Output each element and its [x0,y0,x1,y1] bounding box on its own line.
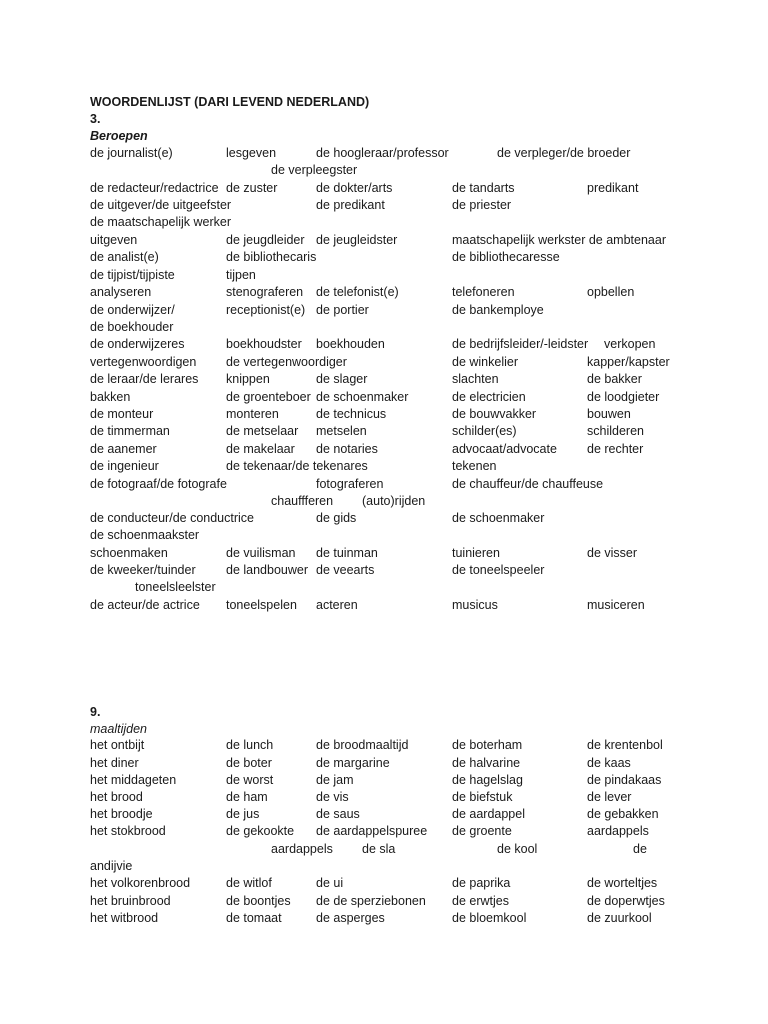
word-entry: het diner [90,756,139,770]
word-entry: het broodje [90,807,153,821]
word-entry: verkopen [604,337,656,351]
word-entry: de schoenmaker [316,390,409,404]
word-entry: de [633,842,647,856]
word-entry: de vertegenwoordiger [226,355,347,369]
word-entry: de kaas [587,756,631,770]
word-entry: lesgeven [226,146,277,160]
word-entry: de gekookte [226,824,295,838]
word-entry: de de sperziebonen [316,894,426,908]
word-entry: de pindakaas [587,773,662,787]
word-entry: het ontbijt [90,738,145,752]
word-entry: de schoenmaker [452,511,545,525]
word-entry: de analist(e) [90,250,159,264]
word-entry: de jus [226,807,260,821]
word-entry: de jam [316,773,354,787]
word-entry: de verpleegster [271,163,358,177]
word-entry: schilder(es) [452,424,517,438]
word-entry: de acteur/de actrice [90,598,200,612]
word-entry: de onderwijzeres [90,337,185,351]
word-entry: kapper/kapster [587,355,670,369]
word-entry: vertegenwoordigen [90,355,197,369]
word-entry: de jeugdleider [226,233,305,247]
word-entry: de krentenbol [587,738,663,752]
word-entry: de boter [226,756,272,770]
word-entry: metselen [316,424,367,438]
word-entry: de winkelier [452,355,519,369]
word-entry: de gids [316,511,357,525]
word-entry: de doperwtjes [587,894,665,908]
word-entry: het stokbrood [90,824,166,838]
word-entry: de groente [452,824,512,838]
word-entry: de priester [452,198,512,212]
word-entry: de lever [587,790,632,804]
word-entry: de zuurkool [587,911,652,925]
word-entry: receptionist(e) [226,303,306,317]
word-entry: de bakker [587,372,642,386]
word-entry: de maatschapelijk werker [90,215,232,229]
word-entry: de verpleger/de broeder [497,146,631,160]
word-entry: de halvarine [452,756,521,770]
word-entry: de margarine [316,756,390,770]
word-entry: advocaat/advocate [452,442,557,456]
word-entry: de redacteur/redactrice [90,181,219,195]
word-entry: de worst [226,773,274,787]
word-entry: knippen [226,372,270,386]
word-entry: de groenteboer [226,390,311,404]
word-entry: de bibliothecaris [226,250,317,264]
word-entry: het volkorenbrood [90,876,191,890]
word-entry: toneelsleelster [135,580,216,594]
word-entry: bakken [90,390,131,404]
word-entry: de onderwijzer/ [90,303,175,317]
word-entry: de schoenmaakster [90,528,200,542]
word-entry: de zuster [226,181,278,195]
word-entry: de boontjes [226,894,291,908]
word-entry: de bankemploye [452,303,544,317]
word-entry: de bloemkool [452,911,527,925]
word-entry: de saus [316,807,360,821]
word-entry: schoenmaken [90,546,168,560]
word-entry: het brood [90,790,143,804]
section-9-heading: maaltijden [90,722,147,736]
word-entry: telefoneren [452,285,515,299]
word-entry: het bruinbrood [90,894,171,908]
word-entry: de ham [226,790,268,804]
word-entry: de sla [362,842,396,856]
word-entry: monteren [226,407,279,421]
word-entry: fotograferen [316,477,384,491]
word-entry: de aardappelspuree [316,824,428,838]
section-9-number: 9. [90,705,101,719]
word-entry: de portier [316,303,369,317]
word-entry: tuinieren [452,546,500,560]
word-entry: de slager [316,372,368,386]
word-entry: de gebakken [587,807,659,821]
word-entry: de uitgever/de uitgeefster [90,198,232,212]
word-entry: predikant [587,181,639,195]
word-entry: analyseren [90,285,152,299]
word-entry: bouwen [587,407,631,421]
word-entry: (auto)rijden [362,494,426,508]
word-entry: de metselaar [226,424,299,438]
word-entry: de notaries [316,442,378,456]
word-entry: schilderen [587,424,644,438]
section-3-heading: Beroepen [90,129,148,143]
word-entry: aardappels [587,824,649,838]
word-entry: stenograferen [226,285,304,299]
word-entry: de paprika [452,876,511,890]
word-entry: de witlof [226,876,272,890]
word-entry: opbellen [587,285,635,299]
word-entry: de worteltjes [587,876,658,890]
word-entry: de bouwvakker [452,407,537,421]
word-entry: de timmerman [90,424,170,438]
word-entry: de tuinman [316,546,378,560]
word-entry: maatschapelijk werkster de ambtenaar [452,233,666,247]
word-entry: de aanemer [90,442,157,456]
word-entry: de dokter/arts [316,181,393,195]
word-entry: de tandarts [452,181,515,195]
word-entry: de landbouwer [226,563,309,577]
word-entry: de electricien [452,390,526,404]
word-entry: de boterham [452,738,523,752]
word-entry: boekhouden [316,337,385,351]
word-entry: het middageten [90,773,177,787]
word-entry: de broodmaaltijd [316,738,409,752]
word-entry: de loodgieter [587,390,660,404]
word-entry: de leraar/de lerares [90,372,199,386]
word-entry: de kweeker/tuinder [90,563,196,577]
word-entry: de erwtjes [452,894,509,908]
word-entry: de vuilisman [226,546,296,560]
word-entry: de predikant [316,198,385,212]
word-entry: de fotograaf/de fotografe [90,477,227,491]
word-entry: de toneelspeeler [452,563,545,577]
word-entry: de conducteur/de conductrice [90,511,254,525]
word-entry: de technicus [316,407,387,421]
word-entry: de boekhouder [90,320,174,334]
word-entry: de hoogleraar/professor [316,146,449,160]
word-entry: tijpen [226,268,256,282]
word-entry: de veearts [316,563,375,577]
word-entry: de tekenaar/de tekenares [226,459,368,473]
word-entry: de kool [497,842,538,856]
word-entry: boekhoudster [226,337,302,351]
title-text: WOORDENLIJST (DARI LEVEND NEDERLAND) [90,95,370,109]
word-entry: de rechter [587,442,644,456]
word-entry: de tomaat [226,911,282,925]
word-entry: de ui [316,876,344,890]
word-entry: de makelaar [226,442,295,456]
word-entry: de visser [587,546,638,560]
word-entry: de bedrijfsleider/-leidster [452,337,589,351]
word-entry: slachten [452,372,499,386]
word-entry: acteren [316,598,358,612]
word-entry: chauffferen [271,494,334,508]
word-entry: de tijpist/tijpiste [90,268,175,282]
word-entry: musiceren [587,598,645,612]
word-entry: de vis [316,790,349,804]
word-entry: tekenen [452,459,497,473]
word-entry: toneelspelen [226,598,297,612]
word-entry: de telefonist(e) [316,285,399,299]
word-entry: de jeugleidster [316,233,398,247]
word-entry: aardappels [271,842,333,856]
word-entry: de asperges [316,911,385,925]
word-entry: de journalist(e) [90,146,173,160]
word-entry: uitgeven [90,233,138,247]
word-entry: de lunch [226,738,274,752]
word-entry: de monteur [90,407,154,421]
word-entry: de biefstuk [452,790,513,804]
word-entry: andijvie [90,859,133,873]
word-entry: de aardappel [452,807,525,821]
word-entry: het witbrood [90,911,159,925]
word-entry: musicus [452,598,498,612]
section-3-number: 3. [90,112,101,126]
word-entry: de ingenieur [90,459,159,473]
word-entry: de chauffeur/de chauffeuse [452,477,604,491]
word-entry: de hagelslag [452,773,523,787]
word-entry: de bibliothecaresse [452,250,560,264]
